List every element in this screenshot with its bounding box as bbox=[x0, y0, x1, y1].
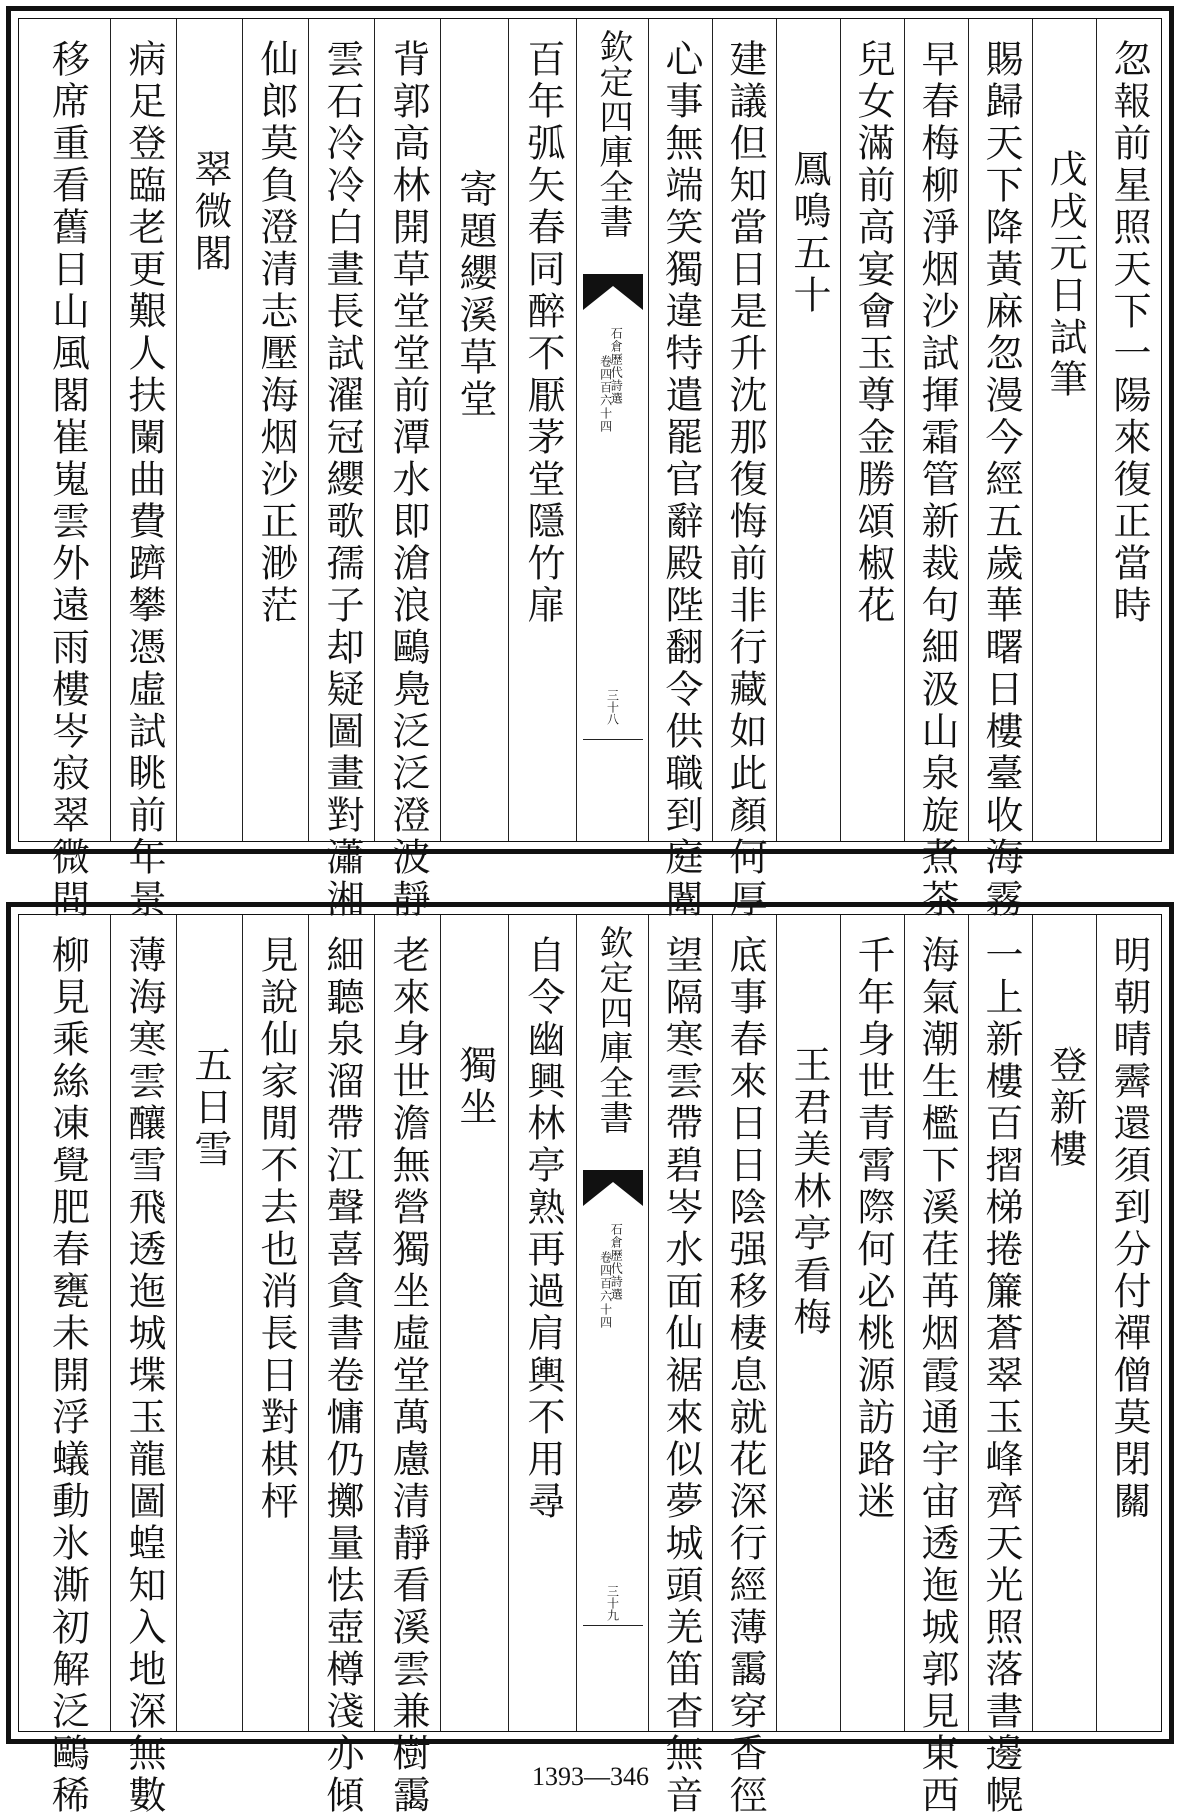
page-top-frame bbox=[18, 18, 1162, 921]
column-text: 柳見乘絲凍覺肥春甕未開浮蟻動氷澌初解泛鷗稀 bbox=[45, 935, 90, 1817]
text-column bbox=[177, 915, 243, 1731]
column-text: 百年弧矢春同醉不厭茅堂隱竹扉 bbox=[521, 39, 565, 627]
column-text: 病足登臨老更艱人扶闌曲費躋攀憑虛試眺前年景 bbox=[122, 39, 166, 921]
column-text: 早春梅柳淨烟沙試揮霜管新裁句細汲山泉旋煮茶 bbox=[915, 39, 959, 921]
fold-tick bbox=[583, 739, 643, 740]
text-column bbox=[177, 19, 243, 841]
text-column bbox=[969, 915, 1033, 1817]
center-fold bbox=[577, 915, 649, 1731]
text-column bbox=[905, 915, 969, 1817]
text-column bbox=[309, 915, 375, 1817]
text-column bbox=[1033, 19, 1097, 841]
text-column bbox=[24, 915, 111, 1817]
text-column bbox=[713, 19, 777, 921]
text-column bbox=[1097, 19, 1161, 841]
column-text: 自令幽興林亭熟再過肩輿不用尋 bbox=[521, 935, 565, 1523]
column-text: 仙郎莫負澄清志壓海烟沙正渺茫 bbox=[254, 39, 298, 627]
column-text: 一上新樓百摺梯捲簾蒼翠玉峰齊天光照落書邊幌 bbox=[979, 935, 1023, 1817]
text-column bbox=[111, 915, 177, 1817]
poem-title: 王君美林亭看梅 bbox=[787, 1045, 831, 1339]
text-column bbox=[441, 915, 509, 1731]
page-top bbox=[6, 6, 1174, 921]
text-column bbox=[1097, 915, 1161, 1731]
folio-number: 三十八 bbox=[605, 689, 620, 725]
text-column bbox=[649, 915, 713, 1817]
text-column bbox=[841, 915, 905, 1731]
column-text: 雲石冷冷白晝長試濯冠纓歌孺子却疑圖畫對瀟湘 bbox=[320, 39, 364, 921]
poem-title: 登新樓 bbox=[1043, 1045, 1087, 1171]
column-text: 賜歸天下降黃麻忽漫今經五歲華曙日樓臺收海霧 bbox=[979, 39, 1023, 921]
book-title: 欽定四庫全書 bbox=[593, 925, 633, 1135]
column-text: 兒女滿前高宴會玉尊金勝頌椒花 bbox=[851, 39, 895, 627]
text-column bbox=[649, 19, 713, 921]
text-column bbox=[777, 19, 841, 841]
fishtail-mark-icon bbox=[583, 274, 643, 310]
column-text: 薄海寒雲釀雪飛透迤城堞玉龍圖蝗知入地深無數 bbox=[122, 935, 166, 1817]
column-text: 移席重看舊日山風閣崔嵬雲外遠雨樓岑寂翠微間 bbox=[45, 39, 90, 921]
text-column bbox=[243, 19, 309, 841]
column-text: 建議但知當日是升沈那復悔前非行藏如此顏何厚 bbox=[723, 39, 767, 921]
text-column bbox=[375, 19, 441, 921]
column-text: 千年身世青霄際何必桃源訪路迷 bbox=[851, 935, 895, 1523]
poem-title: 鳳鳴五十 bbox=[787, 149, 831, 317]
column-text: 見說仙家閒不去也消長日對棋枰 bbox=[254, 935, 298, 1523]
column-text: 背郭高林開草堂堂前潭水即滄浪鷗鳧泛泛澄波靜 bbox=[386, 39, 430, 921]
column-text: 心事無端笑獨違特遣罷官辭殿陛翻令供職到庭闈 bbox=[659, 39, 703, 921]
series-title: 石倉歷代詩選 bbox=[609, 1223, 624, 1301]
poem-title: 翠微閣 bbox=[188, 149, 232, 275]
text-column bbox=[509, 19, 577, 841]
folio-number: 三十九 bbox=[605, 1585, 620, 1621]
text-column bbox=[111, 19, 177, 921]
volume-number: 卷四百六十四 bbox=[598, 355, 613, 433]
center-fold bbox=[577, 19, 649, 841]
column-text: 明朝晴霽還須到分付禪僧莫閉關 bbox=[1107, 935, 1151, 1523]
column-text: 底事春來日日陰强移棲息就花深行經薄靄穿香徑 bbox=[723, 935, 767, 1817]
poem-title: 獨坐 bbox=[453, 1045, 497, 1129]
book-title: 欽定四庫全書 bbox=[593, 29, 633, 239]
text-column bbox=[309, 19, 375, 921]
text-column bbox=[375, 915, 441, 1817]
fold-tick bbox=[583, 1625, 643, 1626]
text-column bbox=[841, 19, 905, 841]
column-text: 望隔寒雲帶碧岑水面仙裾來似夢城頭羌笛杳無音 bbox=[659, 935, 703, 1817]
poem-title: 戊戌元日試筆 bbox=[1043, 149, 1087, 401]
text-column bbox=[243, 915, 309, 1731]
text-column bbox=[713, 915, 777, 1817]
volume-number: 卷四百六十四 bbox=[598, 1251, 613, 1329]
column-text: 海氣潮生檻下溪荏苒烟霞通宇宙透迤城郭見東西 bbox=[915, 935, 959, 1817]
column-text: 忽報前星照天下一陽來復正當時 bbox=[1107, 39, 1151, 627]
text-column bbox=[777, 915, 841, 1731]
text-column bbox=[441, 19, 509, 841]
poem-title: 寄題纓溪草堂 bbox=[453, 169, 497, 421]
column-text: 老來身世澹無營獨坐虛堂萬慮清靜看溪雲兼樹靄 bbox=[386, 935, 430, 1817]
text-column bbox=[969, 19, 1033, 921]
page-footer-number: 1393—346 bbox=[532, 1762, 649, 1791]
poem-title: 五日雪 bbox=[188, 1045, 232, 1171]
text-column bbox=[509, 915, 577, 1731]
series-title: 石倉歷代詩選 bbox=[609, 327, 624, 405]
text-column bbox=[905, 19, 969, 921]
fishtail-mark-icon bbox=[583, 1170, 643, 1206]
text-column bbox=[1033, 915, 1097, 1731]
column-text: 細聽泉溜帶江聲喜貪書卷慵仍擲量怯壺樽淺亦傾 bbox=[320, 935, 364, 1817]
text-column bbox=[24, 19, 111, 921]
